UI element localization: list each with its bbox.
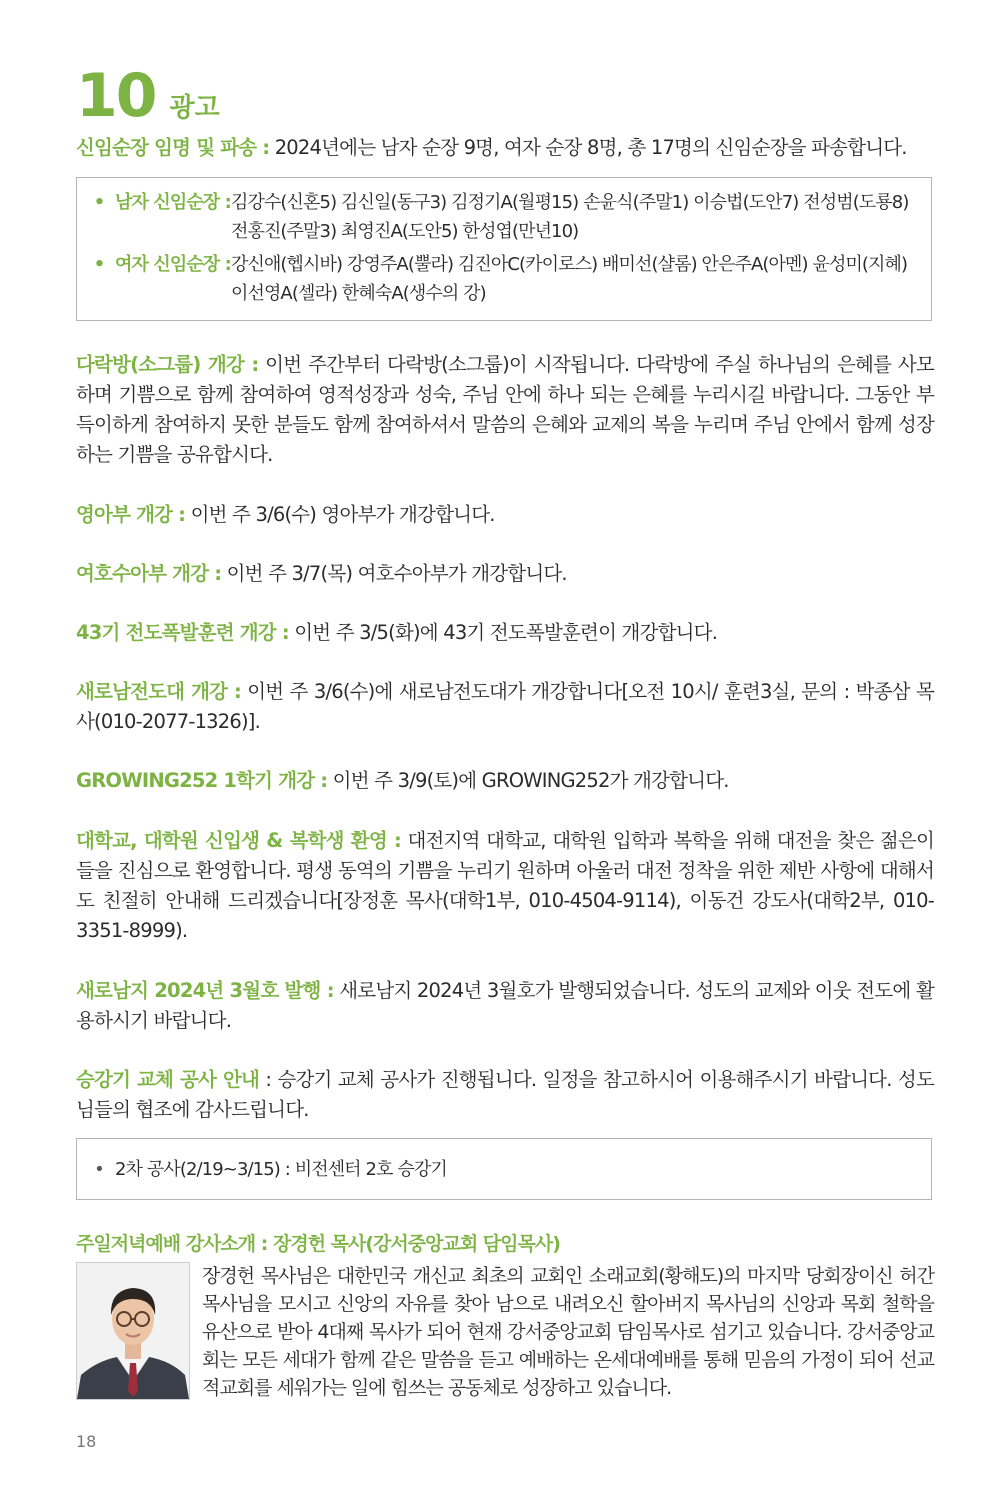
announcement-label: 승강기 교체 공사 안내 [76,1068,260,1091]
female-leaders-row [83,250,917,308]
speaker-bio: 장경헌 목사님은 대한민국 개신교 최초의 교회인 소래교회(황해도)의 마지막 당회장이신 허간목사님을 모시고 신앙의 자유를 찾아 남으로 내려오신 할아버지 목사님의 신앙과 목회 철학을 유산으로 받아 4대째 목사가 되어 현재 강서중앙교회 담임목사로 섬기고 있습니다. 강서중앙교회는 모든 세대가 함께 같은 말씀을 듣고 예배하는 온세대예배를 통해 믿음의 가정이 되어 선교적교회를 세워가는 일에 힘쓰는 공동체로 성장하고 있습니다. [202,1265,934,1399]
announcement-text: 이번 주 3/9(토)에 GROWING252가 개강합니다. [327,769,729,792]
announcement-joshua-dept [76,559,934,589]
announcement-text: 이번 주간부터 다락방(소그룹)이 시작됩니다. 다락방에 주실 하나님의 은혜를 사모하며 기쁨으로 함께 참여하여 영적성장과 성숙, 주님 안에 하나 되는 은혜를 누리시길 바랍니다. 그동안 부득이하게 참여하지 못한 분들도 함께 참여하셔서 말씀의 은혜와 교제의 복을 누리며 주님 안에서 함께 성장하는 기쁨을 공유합시다. [76,353,935,466]
elevator-schedule-text: 2차 공사(2/19~3/15) : 비전센터 2호 승강기 [115,1159,447,1180]
speaker-title: 주일저녁예배 강사소개 : 장경헌 목사(강서중앙교회 담임목사) [76,1233,560,1255]
male-leaders-row [83,188,917,246]
announcement-label: GROWING252 1학기 개강 : [76,769,328,792]
announcement-small-group [76,350,934,470]
announcement-label: 다락방(소그룹) 개강 : [76,353,259,376]
male-leaders-label: 남자 신임순장 : [115,192,231,213]
announcement-text: 이번 주 3/7(목) 여호수아부가 개강합니다. [221,562,567,585]
bullet-icon: • [93,192,105,213]
announcement-text: 새로남지 2024년 3월호가 발행되었습니다. 성도의 교제와 이웃 전도에 활용하시기 바랍니다. [76,979,934,1032]
announcement-text: 이번 주 3/5(화)에 43기 전도폭발훈련이 개강합니다. [288,621,718,644]
female-leaders-label: 여자 신임순장 : [115,254,231,275]
new-leaders-box [76,177,932,321]
intro-paragraph [76,133,934,163]
announcement-text: 이번 주 3/6(수)에 새로남전도대가 개강합니다[오전 10시/ 훈련3실, 문의 : 박종삼 목사(010-2077-1326)]. [76,680,934,733]
intro-label: 신임순장 임명 및 파송 : [76,136,270,159]
bullet-icon: • [94,1159,104,1180]
announcement-label: 영아부 개강 : [76,503,186,526]
section-number: 10 [76,61,156,131]
announcement-university-welcome [76,826,934,946]
section-header [76,61,220,131]
announcement-label: 대학교, 대학원 신입생 & 복학생 환영 : [76,829,401,852]
elevator-schedule-box [76,1138,932,1200]
section-title: 광고 [169,93,220,123]
bullet-icon: • [93,254,105,275]
announcement-label: 새로남전도대 개강 : [76,680,241,703]
female-leaders-text: 강신애(헵시바) 강영주A(뿔라) 김진아C(카이로스) 배미선(샬롬) 안은주A(아멘) 윤성미(지혜) 이선영A(셀라) 한혜숙A(생수의 강) [230,254,908,304]
announcement-growing252 [76,766,934,796]
male-leaders-text: 김강수(신혼5) 김신일(동구3) 김정기A(월평15) 손윤식(주말1) 이승법(도안7) 전성범(도룡8) 전홍진(주말3) 최영진A(도안5) 한성엽(만년10) [230,192,909,242]
announcement-text: 대전지역 대학교, 대학원 입학과 복학을 위해 대전을 찾은 젊은이들을 진심으로 환영합니다. 평생 동역의 기쁨을 누리기 원하며 아울러 대전 정착을 위한 제반 사항에 대해서도 친절히 안내해 드리겠습니다[장정훈 목사(대학1부, 010-4504-9114), 이동건 강도사(대학2부, 010-3351-8999). [76,829,935,942]
announcement-ee-training [76,618,934,648]
page-number: 18 [76,1432,97,1451]
announcement-text: : 승강기 교체 공사가 진행됩니다. 일정을 참고하시어 이용해주시기 바랍니다. 성도님들의 협조에 감사드립니다. [76,1068,934,1121]
announcement-label: 새로남지 2024년 3월호 발행 : [76,979,334,1002]
announcement-text: 이번 주 3/6(수) 영아부가 개강합니다. [185,503,495,526]
speaker-photo [76,1262,190,1400]
elevator-schedule-row [83,1155,917,1184]
intro-text: 2024년에는 남자 순장 9명, 여자 순장 8명, 총 17명의 신임순장을 파송합니다. [269,136,907,159]
announcement-infant-dept [76,500,934,530]
announcement-magazine [76,976,934,1036]
announcement-label: 43기 전도폭발훈련 개강 : [76,621,289,644]
announcement-evangelism-team [76,677,934,737]
announcement-elevator [76,1065,934,1125]
announcement-label: 여호수아부 개강 : [76,562,222,585]
